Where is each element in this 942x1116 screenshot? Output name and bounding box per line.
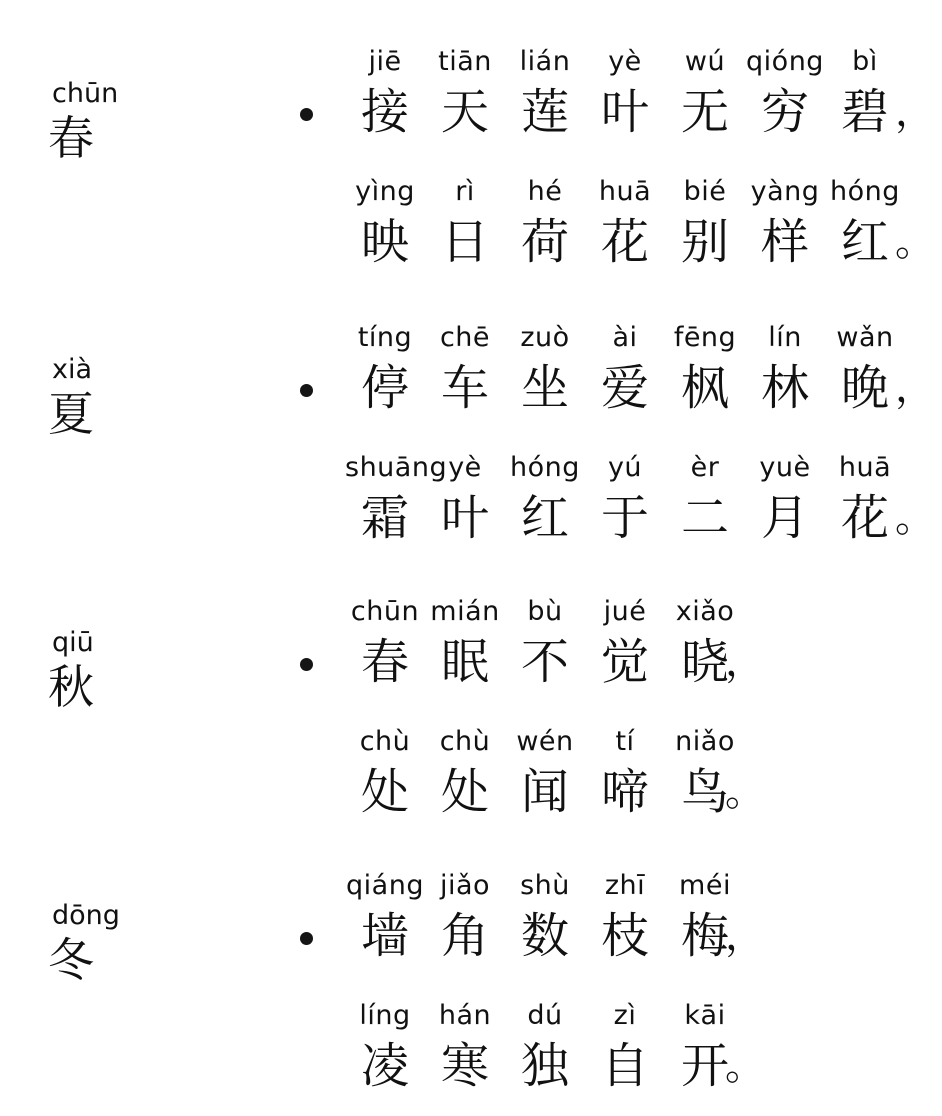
pinyin-syllable: niǎo: [675, 726, 735, 757]
character-cell: [505, 46, 585, 156]
hanzi-character: 碧: [840, 84, 889, 140]
character-cell: [425, 1000, 505, 1110]
pinyin-syllable: rì: [455, 176, 475, 207]
character-cell: [505, 322, 585, 432]
hanzi-character: 啼: [600, 764, 649, 820]
character-cell: [825, 46, 905, 156]
hanzi-character: 红: [520, 490, 569, 546]
hanzi-character: 闻: [520, 764, 569, 820]
hanzi-character: 处: [440, 764, 489, 820]
hanzi-character: 自: [600, 1038, 649, 1094]
hanzi-character: 月: [760, 490, 809, 546]
pinyin-syllable: jué: [603, 596, 647, 627]
season-character: 春: [48, 111, 94, 165]
pinyin-syllable: hóng: [830, 176, 900, 207]
hanzi-character: 数: [520, 908, 569, 964]
season-label: [44, 627, 140, 715]
punctuation-mark: ，: [725, 913, 765, 959]
hanzi-character: 二: [680, 490, 729, 546]
hanzi-character: 穷: [760, 84, 809, 140]
pinyin-syllable: chūn: [350, 596, 420, 627]
hanzi-character: 别: [680, 214, 729, 270]
pinyin-syllable: tiān: [438, 46, 492, 77]
season-pinyin: qiū: [52, 627, 94, 658]
hanzi-character: 车: [440, 360, 489, 416]
character-cell: [585, 46, 665, 156]
hanzi-character: 于: [600, 490, 649, 546]
character-cell: [345, 870, 425, 980]
hanzi-character: 凌: [360, 1038, 409, 1094]
pinyin-syllable: jiē: [368, 46, 402, 77]
pinyin-syllable: yè: [448, 452, 482, 483]
season-character: 夏: [48, 387, 94, 441]
character-cell: [425, 726, 505, 836]
character-cell: [585, 1000, 665, 1110]
hanzi-character: 荷: [520, 214, 569, 270]
punctuation-mark: 。: [725, 769, 765, 815]
pinyin-syllable: wén: [516, 726, 574, 757]
hanzi-character: 开: [680, 1038, 729, 1094]
bullet-dot-icon: [300, 108, 313, 121]
hanzi-character: 寒: [440, 1038, 489, 1094]
hanzi-character: 春: [360, 634, 409, 690]
bullet-dot-icon: [300, 384, 313, 397]
pinyin-syllable: tíng: [357, 322, 413, 353]
hanzi-character: 样: [760, 214, 809, 270]
pinyin-syllable: tí: [615, 726, 635, 757]
pinyin-syllable: yuè: [759, 452, 811, 483]
character-cell: [825, 176, 905, 286]
character-cell: [665, 46, 745, 156]
season-label: [44, 354, 140, 442]
hanzi-character: 接: [360, 84, 409, 140]
character-cell: [585, 176, 665, 286]
pinyin-syllable: shuāng: [345, 452, 448, 483]
hanzi-character: 停: [360, 360, 409, 416]
character-cell: [505, 870, 585, 980]
character-cell: [425, 452, 505, 562]
pinyin-syllable: xiǎo: [675, 596, 735, 627]
character-cell: [585, 726, 665, 836]
hanzi-character: 日: [440, 214, 489, 270]
hanzi-character: 红: [840, 214, 889, 270]
character-cell: [745, 176, 825, 286]
character-cell: [505, 452, 585, 562]
season-label: [44, 900, 140, 988]
pinyin-syllable: hán: [438, 1000, 492, 1031]
hanzi-character: 霜: [360, 490, 409, 546]
pinyin-syllable: bù: [527, 596, 563, 627]
character-cell: [345, 452, 448, 562]
pinyin-syllable: zuò: [520, 322, 570, 353]
punctuation-mark: 。: [725, 1043, 765, 1089]
pinyin-syllable: dú: [527, 1000, 563, 1031]
character-cell: [505, 1000, 585, 1110]
character-cell: [345, 46, 425, 156]
pinyin-syllable: lián: [519, 46, 571, 77]
pinyin-syllable: zhī: [604, 870, 646, 901]
character-cell: [585, 870, 665, 980]
character-cell: [425, 176, 505, 286]
hanzi-character: 花: [840, 490, 889, 546]
season-pinyin: chūn: [52, 78, 119, 109]
character-cell: [425, 870, 505, 980]
hanzi-character: 晓: [680, 634, 729, 690]
hanzi-character: 梅: [680, 908, 729, 964]
punctuation-mark: ，: [725, 639, 765, 685]
pinyin-syllable: hé: [527, 176, 563, 207]
hanzi-character: 觉: [600, 634, 649, 690]
character-cell: [345, 322, 425, 432]
hanzi-character: 叶: [600, 84, 649, 140]
hanzi-character: 叶: [440, 490, 489, 546]
hanzi-character: 鸟: [680, 764, 729, 820]
character-cell: [505, 726, 585, 836]
character-cell: [745, 322, 825, 432]
character-cell: [345, 726, 425, 836]
hanzi-character: 花: [600, 214, 649, 270]
pinyin-syllable: fēng: [673, 322, 737, 353]
pinyin-syllable: qióng: [746, 46, 824, 77]
pinyin-syllable: wǎn: [836, 322, 894, 353]
hanzi-character: 枫: [680, 360, 729, 416]
pinyin-syllable: chù: [359, 726, 411, 757]
character-cell: [345, 1000, 425, 1110]
bullet-dot-icon: [300, 932, 313, 945]
pinyin-syllable: bì: [852, 46, 878, 77]
character-cell: [745, 46, 825, 156]
pinyin-syllable: yú: [607, 452, 643, 483]
character-cell: [505, 596, 585, 706]
season-pinyin: dōng: [52, 900, 120, 931]
character-cell: [745, 452, 825, 562]
pinyin-syllable: ài: [612, 322, 638, 353]
character-cell: [585, 596, 665, 706]
character-cell: [665, 452, 745, 562]
pinyin-syllable: hóng: [510, 452, 580, 483]
pinyin-syllable: kāi: [684, 1000, 726, 1031]
pinyin-syllable: huā: [838, 452, 892, 483]
punctuation-mark: 。: [895, 219, 935, 265]
season-character: 冬: [48, 933, 94, 987]
pinyin-syllable: méi: [679, 870, 731, 901]
hanzi-character: 莲: [520, 84, 569, 140]
pinyin-syllable: líng: [359, 1000, 411, 1031]
character-cell: [345, 596, 425, 706]
pinyin-syllable: bié: [683, 176, 727, 207]
character-cell: [585, 322, 665, 432]
pinyin-syllable: yàng: [750, 176, 820, 207]
hanzi-character: 林: [760, 360, 809, 416]
season-character: 秋: [48, 660, 94, 714]
character-cell: [425, 46, 505, 156]
character-cell: [665, 322, 745, 432]
pinyin-syllable: qiáng: [346, 870, 424, 901]
season-label: [44, 78, 140, 166]
hanzi-character: 眠: [440, 634, 489, 690]
hanzi-character: 墙: [360, 908, 409, 964]
hanzi-character: 枝: [600, 908, 649, 964]
pinyin-syllable: yìng: [355, 176, 415, 207]
character-cell: [825, 452, 905, 562]
character-cell: [345, 176, 425, 286]
pinyin-syllable: wú: [684, 46, 726, 77]
bullet-dot-icon: [300, 658, 313, 671]
pinyin-syllable: mián: [430, 596, 500, 627]
hanzi-character: 天: [440, 84, 489, 140]
hanzi-character: 处: [360, 764, 409, 820]
pinyin-syllable: chē: [439, 322, 491, 353]
character-cell: [665, 176, 745, 286]
punctuation-mark: 。: [895, 495, 935, 541]
pinyin-syllable: zì: [613, 1000, 637, 1031]
hanzi-character: 不: [520, 634, 569, 690]
pinyin-syllable: jiǎo: [439, 870, 491, 901]
character-cell: [425, 596, 505, 706]
hanzi-character: 无: [680, 84, 729, 140]
pinyin-syllable: shù: [520, 870, 570, 901]
pinyin-syllable: chù: [439, 726, 491, 757]
punctuation-mark: ，: [895, 89, 935, 135]
hanzi-character: 映: [360, 214, 409, 270]
character-cell: [505, 176, 585, 286]
hanzi-character: 角: [440, 908, 489, 964]
hanzi-character: 晚: [840, 360, 889, 416]
pinyin-syllable: huā: [598, 176, 652, 207]
pinyin-syllable: yè: [608, 46, 642, 77]
season-pinyin: xià: [52, 354, 93, 385]
punctuation-mark: ，: [895, 365, 935, 411]
character-cell: [825, 322, 905, 432]
pinyin-syllable: èr: [690, 452, 720, 483]
hanzi-character: 坐: [520, 360, 569, 416]
hanzi-character: 独: [520, 1038, 569, 1094]
pinyin-syllable: lín: [768, 322, 802, 353]
hanzi-character: 爱: [600, 360, 649, 416]
character-cell: [585, 452, 665, 562]
character-cell: [425, 322, 505, 432]
